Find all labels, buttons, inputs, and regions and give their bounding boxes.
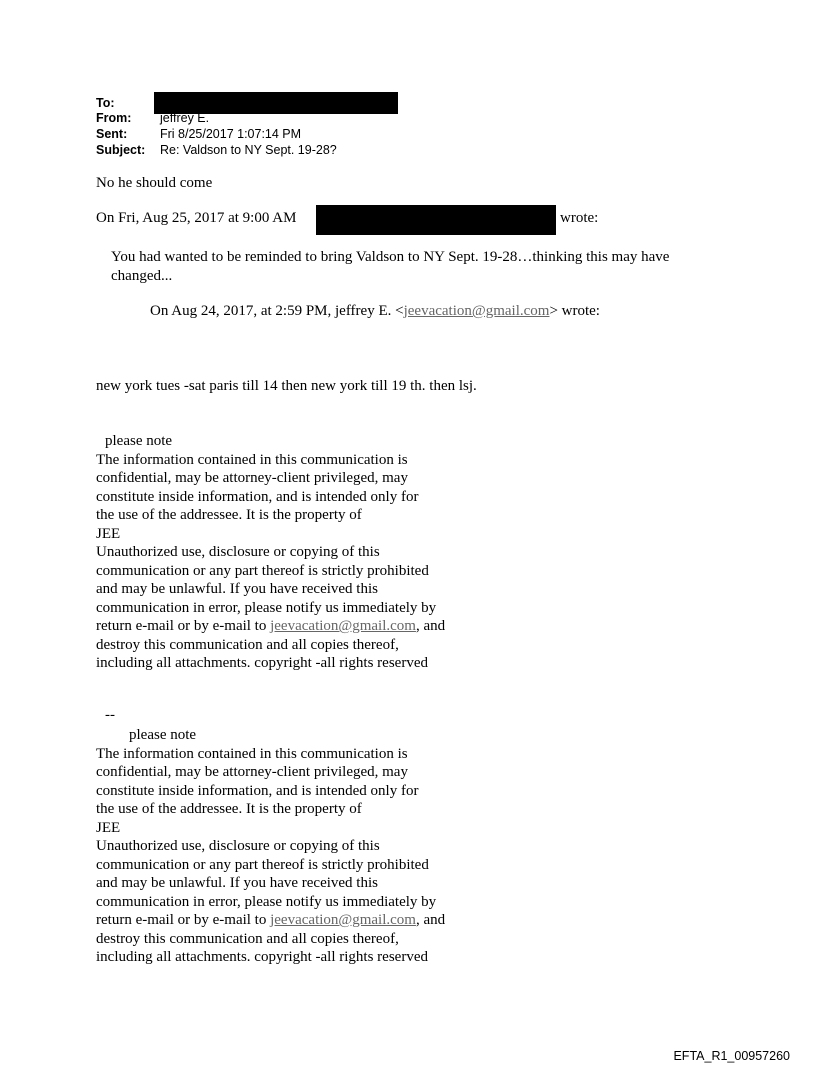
disclaimer-line: and may be unlawful. If you have received this xyxy=(96,581,378,597)
sent-value: Fri 8/25/2017 1:07:14 PM xyxy=(160,127,302,141)
quote-intro-suffix: wrote: xyxy=(560,210,599,226)
disclaimer-heading: please note xyxy=(129,727,197,743)
subject-value: Re: Valdson to NY Sept. 19-28? xyxy=(160,143,337,157)
subject-label: Subject: xyxy=(96,143,146,157)
quote-intro-prefix: On Fri, Aug 25, 2017 at 9:00 AM xyxy=(96,210,297,226)
signature-separator: -- xyxy=(105,707,115,723)
disclaimer-line: communication or any part thereof is strictly prohibited xyxy=(96,562,429,579)
schedule-text: new york tues -sat paris till 14 then new york till 19 th. then lsj. xyxy=(96,378,477,394)
disclaimer-line: confidential, may be attorney-client privileged, may xyxy=(96,470,408,486)
email-link[interactable]: jeevacation@gmail.com xyxy=(403,303,550,319)
quoted-message xyxy=(111,248,669,285)
disclaimer-line: Unauthorized use, disclosure or copying of this xyxy=(96,838,380,854)
disclaimer-line: The information contained in this communication is xyxy=(96,451,408,468)
disclaimer-line: communication in error, please notify us immediately by xyxy=(96,893,437,910)
email-line-suffix: , and xyxy=(415,618,446,634)
quoted-line: changed... xyxy=(111,267,173,284)
quoted-line: You had wanted to be reminded to bring Valdson to NY Sept. 19-28…thinking this may have xyxy=(111,249,670,265)
reply-text: No he should come xyxy=(96,175,213,191)
disclaimer-line: constitute inside information, and is intended only for xyxy=(96,782,419,799)
disclaimer-line: including all attachments. copyright -all rights reserved xyxy=(96,949,428,965)
email-line-prefix: return e-mail or by e-mail to xyxy=(96,618,271,634)
disclaimer-line: and may be unlawful. If you have received this xyxy=(96,875,378,891)
disclaimer-line: Unauthorized use, disclosure or copying of this xyxy=(96,544,380,560)
from-value: jeffrey E. xyxy=(160,111,210,125)
disclaimer-line: confidential, may be attorney-client privileged, may xyxy=(96,764,408,780)
email-line-prefix: return e-mail or by e-mail to xyxy=(96,912,271,928)
disclaimer-email-line xyxy=(96,617,445,636)
document-id: EFTA_R1_00957260 xyxy=(673,1049,790,1063)
disclaimer-line: communication or any part thereof is strictly prohibited xyxy=(96,856,429,873)
disclaimer-email-line xyxy=(96,911,445,930)
disclaimer-line: destroy this communication and all copies thereof, xyxy=(96,930,399,947)
email-line-suffix: , and xyxy=(415,912,446,928)
nested-intro-suffix: > wrote: xyxy=(549,303,600,319)
disclaimer-line: the use of the addressee. It is the property of xyxy=(96,507,362,523)
disclaimer-line: The information contained in this communication is xyxy=(96,745,408,762)
redaction-sender xyxy=(316,205,556,235)
disclaimer-block xyxy=(96,432,445,673)
disclaimer-line: the use of the addressee. It is the property of xyxy=(96,801,362,817)
nested-quote-intro xyxy=(150,303,600,320)
from-label: From: xyxy=(96,111,132,125)
nested-intro-prefix: On Aug 24, 2017, at 2:59 PM, jeffrey E. < xyxy=(150,303,404,319)
disclaimer-line: JEE xyxy=(96,819,121,836)
to-label: To: xyxy=(96,96,115,110)
disclaimer-line: JEE xyxy=(96,525,121,542)
disclaimer-line: communication in error, please notify us immediately by xyxy=(96,599,437,616)
disclaimer-line: including all attachments. copyright -all rights reserved xyxy=(96,655,428,671)
sent-label: Sent: xyxy=(96,127,128,141)
disclaimer-block xyxy=(96,726,445,967)
email-link[interactable]: jeevacation@gmail.com xyxy=(270,618,416,634)
disclaimer-line: constitute inside information, and is intended only for xyxy=(96,488,419,505)
disclaimer-line: destroy this communication and all copies thereof, xyxy=(96,636,399,653)
disclaimer-heading: please note xyxy=(105,433,173,449)
email-link[interactable]: jeevacation@gmail.com xyxy=(270,912,416,928)
